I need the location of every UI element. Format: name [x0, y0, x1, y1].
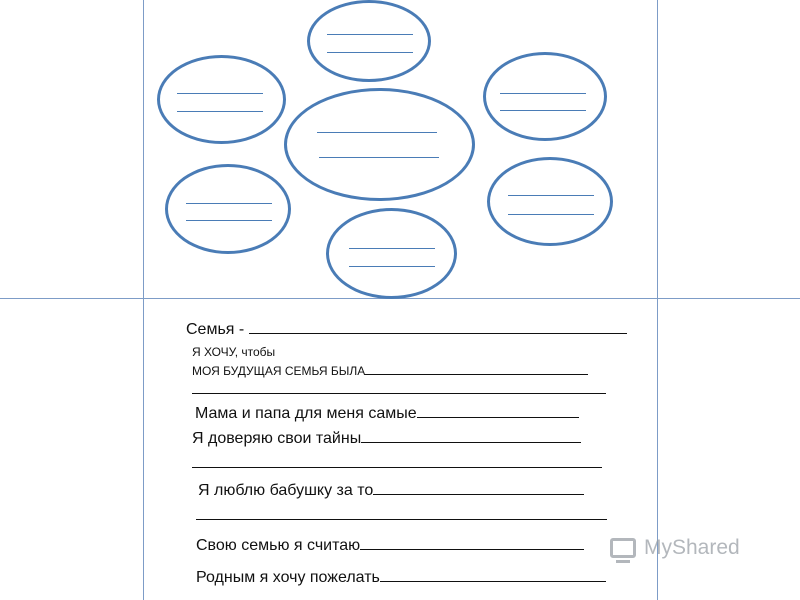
blank-line	[327, 52, 413, 53]
grandma-label: Я люблю бабушку за то	[198, 482, 374, 499]
guide-line-right	[657, 0, 658, 600]
blank-line	[317, 132, 437, 133]
upper-right-ellipse	[483, 52, 607, 141]
tv-icon	[610, 538, 636, 558]
trust-label: Я доверяю свои тайны	[192, 430, 362, 447]
blank-line	[327, 34, 413, 35]
blank-line	[349, 248, 435, 249]
mom-dad-label: Мама и папа для меня самые	[195, 405, 417, 422]
blank-line	[177, 111, 263, 112]
mom-dad-line	[195, 401, 579, 424]
guide-line-left	[143, 0, 144, 600]
blank-line	[508, 214, 594, 215]
blank-line	[500, 110, 586, 111]
blank-line	[186, 203, 272, 204]
blank-line	[177, 93, 263, 94]
family-label: Семья -	[186, 321, 249, 338]
blank-line	[500, 93, 586, 94]
wish-line	[196, 565, 606, 588]
blank-line	[319, 157, 439, 158]
answer-blank	[249, 317, 627, 334]
want-line	[192, 344, 275, 360]
consider-line	[196, 533, 584, 556]
family-line	[186, 317, 627, 340]
top-ellipse	[307, 0, 431, 82]
blank-line-full	[192, 451, 602, 474]
watermark-text: MyShared	[644, 536, 740, 559]
grandma-line	[198, 478, 584, 501]
upper-left-ellipse	[157, 55, 286, 144]
consider-label: Свою семью я считаю	[196, 537, 361, 554]
trust-line	[192, 426, 581, 449]
answer-blank	[361, 426, 581, 443]
answer-blank	[365, 362, 588, 375]
blank-line-full	[196, 503, 607, 526]
blank-line	[349, 266, 435, 267]
blank-line	[508, 195, 594, 196]
answer-blank	[360, 533, 584, 550]
answer-blank	[380, 565, 606, 582]
future-family-label: МОЯ БУДУЩАЯ СЕМЬЯ БЫЛА	[192, 364, 366, 378]
answer-blank	[373, 478, 584, 495]
blank-line	[186, 220, 272, 221]
wish-label: Родным я хочу пожелать	[196, 569, 380, 586]
center-ellipse	[284, 88, 475, 201]
blank-line-full	[192, 380, 606, 400]
bottom-ellipse	[326, 208, 457, 299]
lower-left-ellipse	[165, 164, 291, 254]
want-label: Я ХОЧУ, чтобы	[192, 345, 276, 359]
answer-blank	[196, 503, 607, 520]
answer-blank	[417, 401, 579, 418]
lower-right-ellipse	[487, 157, 613, 246]
myshared-watermark	[610, 536, 740, 560]
answer-blank	[192, 381, 606, 394]
future-family-line	[192, 362, 588, 379]
answer-blank	[192, 451, 602, 468]
